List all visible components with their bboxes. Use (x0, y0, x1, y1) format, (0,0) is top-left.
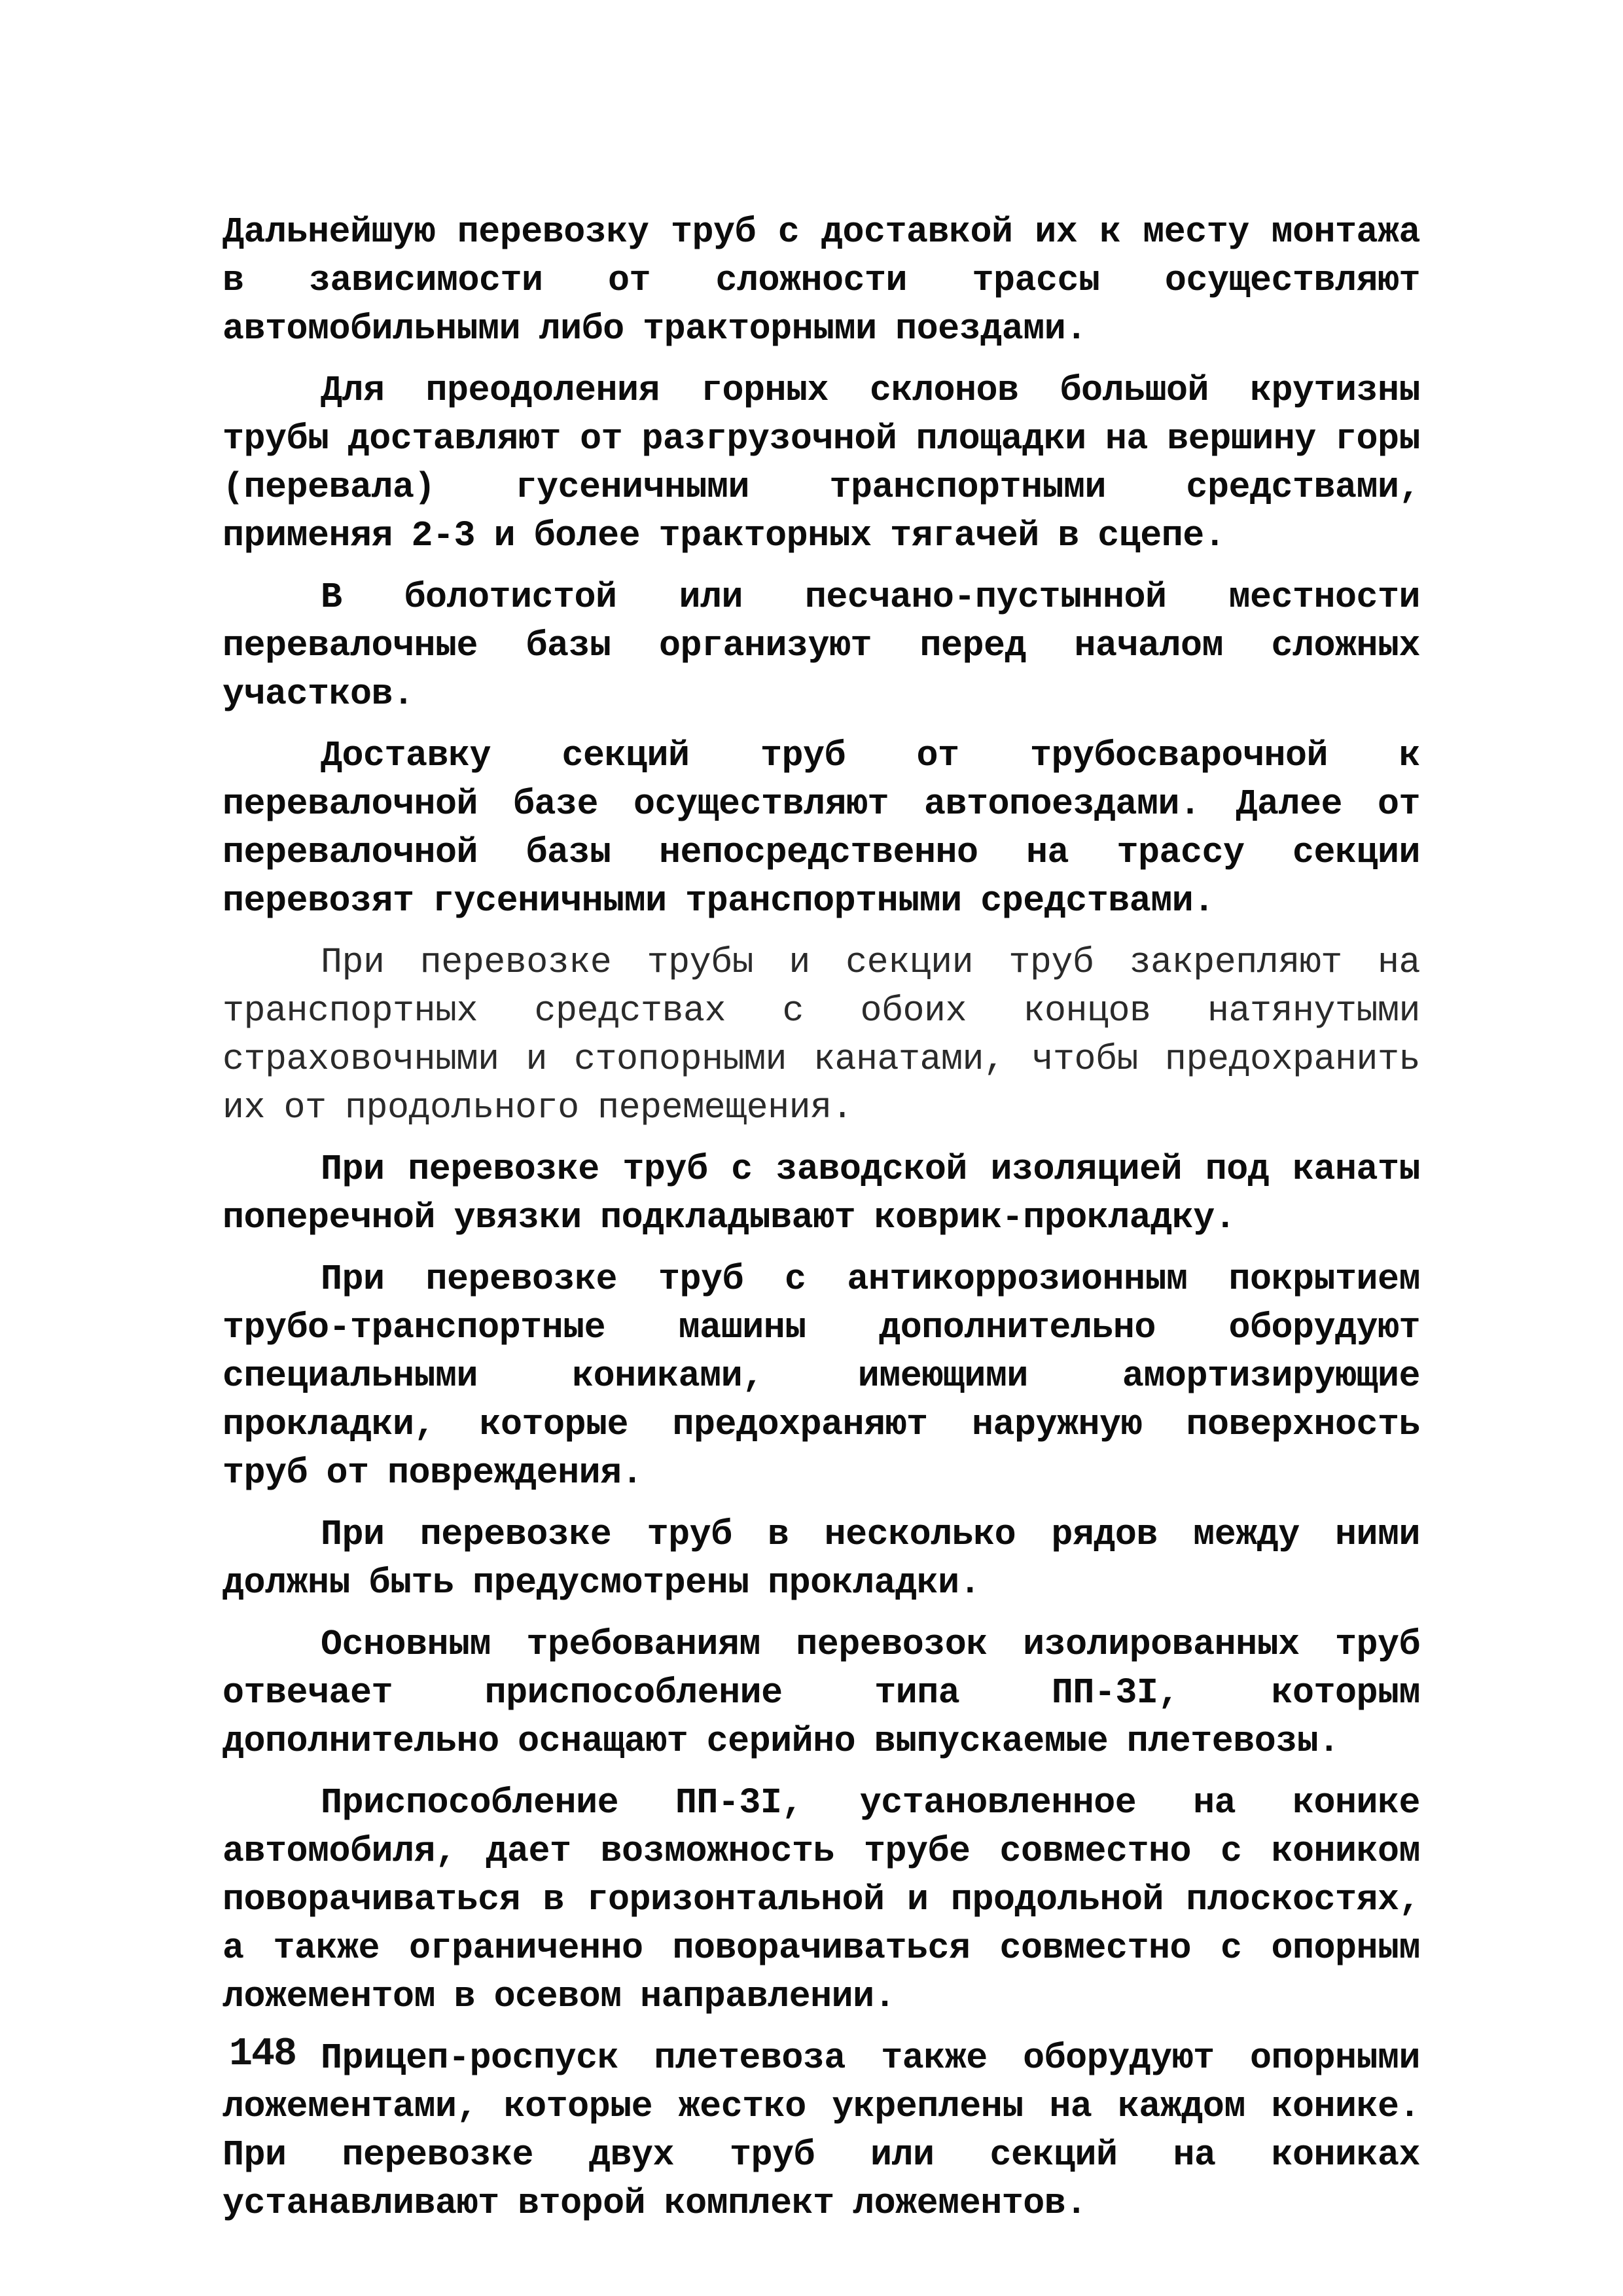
paragraph-2: Для преодоления горных склонов большой крутизны трубы доставляют от разгрузочной площадки на вершину горы (перевала) гусеничными транспортными средствами, применяя 2-3 и более тракторных тягачей в сцепе. (223, 370, 1420, 556)
paragraph-5: При перевозке трубы и секции труб закрепляют на транспортных средствах с обоих концов натянутыми страховочными и стопорными канатами, чтобы предохранить их от продольного перемещения. (223, 942, 1420, 1128)
paragraph-8: При перевозке труб в несколько рядов между ними должны быть предусмотрены прокладки. (223, 1514, 1420, 1604)
paragraph-6: При перевозке труб с заводской изоляцией под канаты поперечной увязки подкладывают коврик-прокладку. (223, 1149, 1420, 1238)
paragraph-7: При перевозке труб с антикоррозионным покрытием трубо-транспортные машины дополнительно оборудуют специальными кониками, имеющими амортизирующие прокладки, которые предохраняют наружную поверхность труб от повреждения. (223, 1259, 1420, 1494)
paragraph-1: Дальнейшую перевозку труб с доставкой их к месту монтажа в зависимости от сложности трассы осуществляют автомобильными либо тракторными поездами. (223, 211, 1420, 350)
body-text (223, 208, 1420, 2228)
paragraph-10: Приспособление ПП-3I, установленное на конике автомобиля, дает возможность трубе совместно с коником поворачиваться в горизонтальной и продольной плоскостях, а также ограниченно поворачиваться совместно с опорным ложементом в осевом направлении. (223, 1782, 1420, 2017)
paragraph-3: В болотистой или песчано-пустынной местности перевалочные базы организуют перед началом сложных участков. (223, 577, 1420, 715)
page-number: 148 (229, 2032, 296, 2077)
paragraph-4: Доставку секций труб от трубосварочной к перевалочной базе осуществляют автопоездами. Далее от перевалочной базы непосредственно на трассу секции перевозят гусеничными транспортными средствами. (223, 735, 1420, 922)
paragraph-9: Основным требованиям перевозок изолированных труб отвечает приспособление типа ПП-3I, которым дополнительно оснащают серийно выпускаемые плетевозы. (223, 1624, 1420, 1762)
paragraph-11: Прицеп-роспуск плетевоза также оборудуют опорными ложементами, которые жестко укреплены на каждом конике. При перевозке двух труб или секций на кониках устанавливают второй комплект ложементов. (223, 2037, 1420, 2224)
